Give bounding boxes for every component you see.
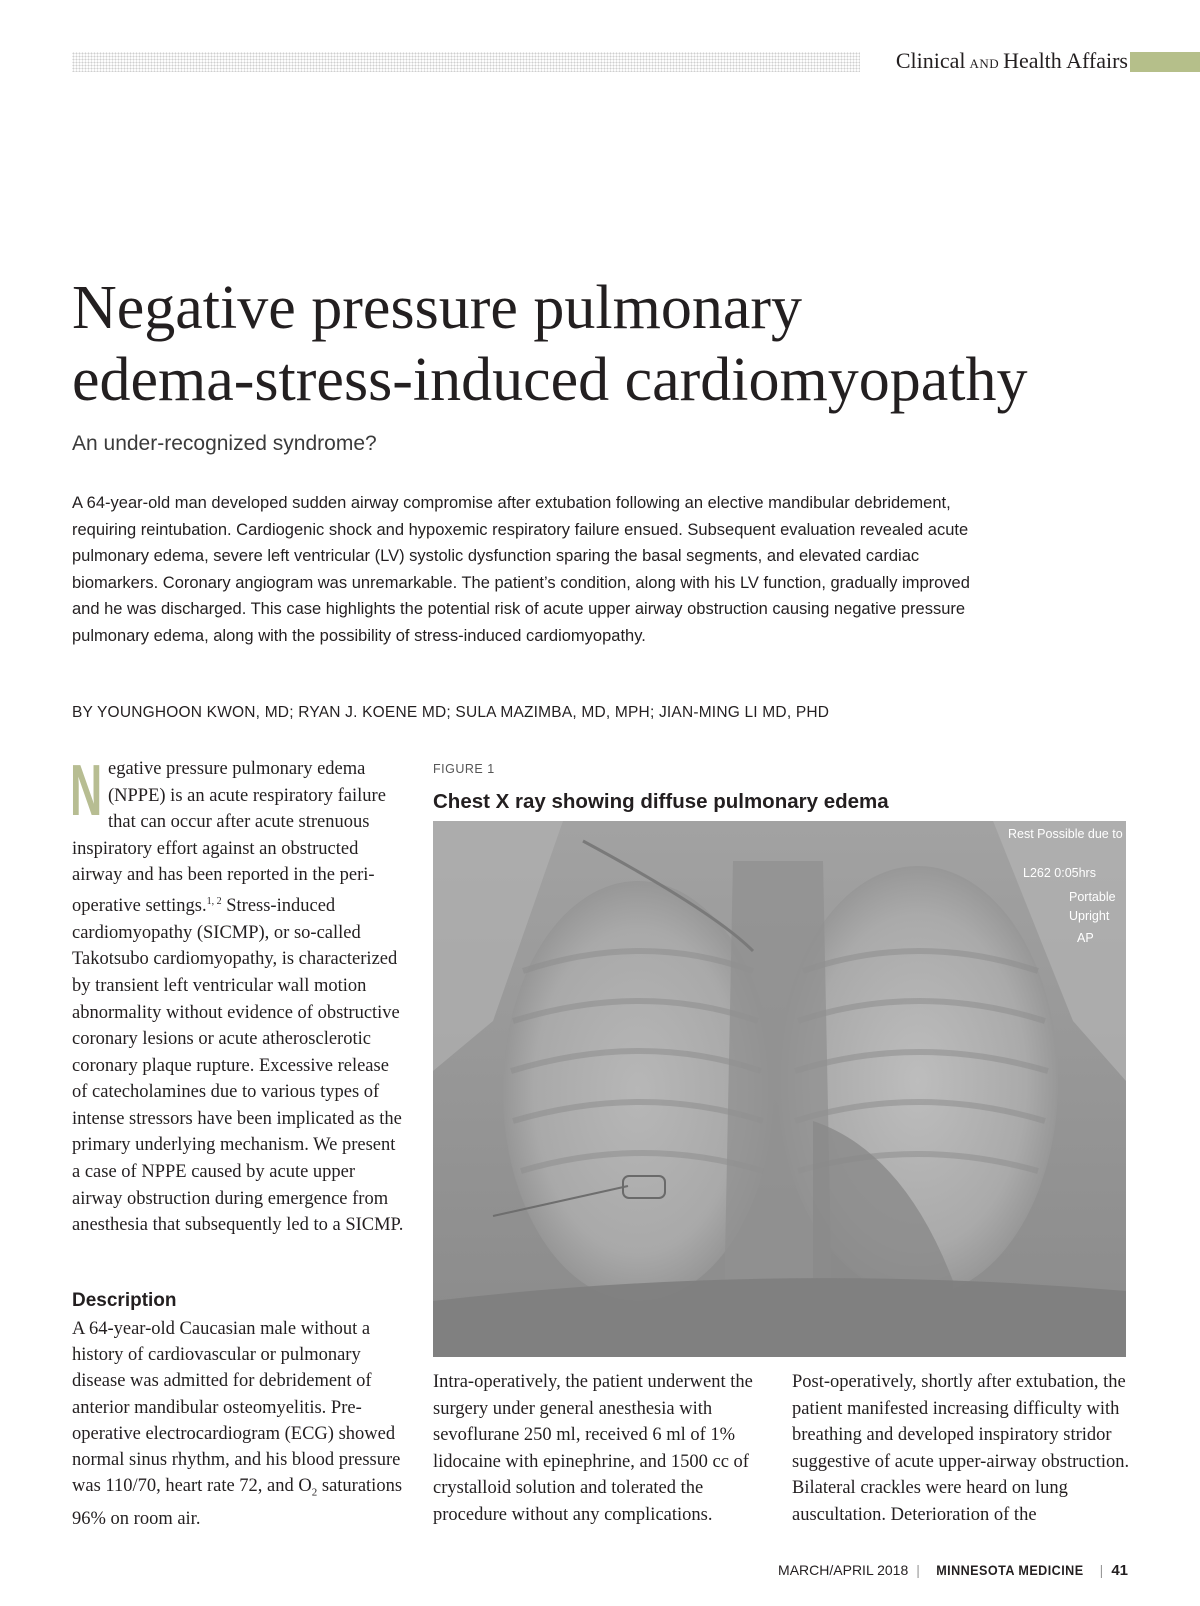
intro-column: [70, 751, 408, 1239]
footer-separator-2: |: [1099, 1562, 1104, 1578]
article-title-line-2: edema-stress-induced cardiomyopathy: [72, 346, 1028, 414]
description-text-part-2: saturations 96% on room air.: [72, 1476, 403, 1530]
description-text-part-1: A 64-year-old Caucasian male without a history of cardiovascular or pulmonary disease was admitted for debridement of anterior mandibular osteomyelitis. Pre-operative electrocardiogram (ECG) showed normal sinus rhythm, and his blood pressure was 110/70, heart rate 72, and O: [72, 1319, 401, 1497]
chest-xray-image: [433, 821, 1164, 1357]
section-word-health-affairs: Health Affairs: [1003, 48, 1128, 73]
intro-paragraph: [70, 751, 408, 1239]
intro-text-part-1: egative pressure pulmonary edema (NPPE) is an acute respiratory failure that can occur after acute strenuous inspiratory effort against an obstructed airway and has been reported in the peri-operative settings.: [72, 759, 386, 917]
article-title-line-1: Negative pressure pulmonary: [72, 274, 802, 342]
article-abstract: A 64-year-old man developed sudden airway compromise after extubation following an elective mandibular debridement, requiring reintubation. Cardiogenic shock and hypoxemic respiratory failure ensued. Subsequent evaluation revealed acute pulmonary edema, severe left ventricular (LV) systolic dysfunction sparing the basal segments, and elevated cardiac biomarkers. Coronary angiogram was unremarkable. The patient’s condition, along with his LV function, gradually improved and he was discharged. This case highlights the potential risk of acute upper airway obstruction causing negative pressure pulmonary edema, along with the possibility of stress-induced cardiomyopathy.: [72, 494, 970, 645]
xray-overlay-line-1: Rest Possible due to motion: [1008, 827, 1164, 841]
drop-cap: N: [70, 751, 103, 831]
article-subtitle: An under-recognized syndrome?: [72, 432, 377, 455]
xray-overlay-line-4: Upright: [1069, 909, 1110, 923]
description-paragraph: [72, 1316, 408, 1532]
xray-overlay-line-3: Portable: [1069, 890, 1116, 904]
footer-journal: MINNESOTA MEDICINE: [936, 1562, 1084, 1578]
page-footer: [778, 1560, 1128, 1581]
article-byline: BY YOUNGHOON KWON, MD; RYAN J. KOENE MD; SULA MAZIMBA, MD, MPH; JIAN-MING LI MD, PHD: [72, 704, 830, 721]
section-accent-bar: [1130, 52, 1200, 72]
section-label: [896, 46, 1128, 76]
article-title: [72, 272, 1132, 416]
header-dot-pattern: [72, 52, 860, 72]
description-heading: Description: [72, 1290, 177, 1311]
figure-title: Chest X ray showing diffuse pulmonary edema: [433, 790, 889, 813]
intraoperative-paragraph: Intra-operatively, the patient underwent the surgery under general anesthesia with sevoflurane 250 ml, received 6 ml of 1% lidocaine with epinephrine, and 1500 cc of crystalloid solution and tolerated the procedure without any complications.: [433, 1372, 753, 1525]
footer-page-number: 41: [1111, 1562, 1128, 1579]
footer-separator-1: |: [916, 1562, 920, 1578]
description-subscript: 2: [311, 1486, 318, 1499]
xray-overlay-line-5: AP: [1077, 931, 1094, 945]
postoperative-paragraph: Post-operatively, shortly after extubation, the patient manifested increasing difficulty with breathing and developed inspiratory stridor suggestive of acute upper-airway obstruction. Bilateral crackles were heard on lung auscultation. Deterioration of the: [792, 1372, 1130, 1525]
section-word-clinical: Clinical: [895, 48, 966, 73]
intro-reference: 1, 2: [206, 895, 222, 907]
section-word-and: AND: [969, 56, 1000, 71]
footer-issue: MARCH/APRIL 2018: [778, 1562, 909, 1578]
figure-label: FIGURE 1: [433, 762, 495, 776]
intro-text-part-2: Stress-induced cardiomyopathy (SICMP), or so-called Takotsubo cardiomyopathy, is characterized by transient left ventricular wall motion abnormality without evidence of obstructive coronary lesions or acute atherosclerotic coronary plaque rupture. Excessive release of catecholamines due to various types of intense stressors have been implicated as the primary underlying mechanism. We present a case of NPPE caused by acute upper airway obstruction during emergence from anesthesia that subsequently led to a SICMP.: [72, 896, 404, 1236]
xray-overlay-line-2: L262 0:05hrs: [1023, 866, 1096, 880]
